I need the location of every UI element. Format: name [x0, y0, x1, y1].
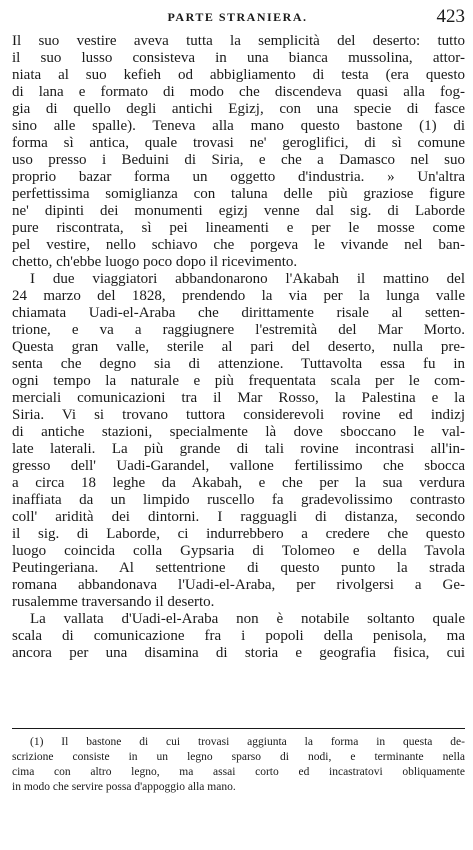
text-line: pel vestire, nello schiavo che porgeva le vivande nel ban-	[12, 237, 465, 253]
text-line: niata al suo kefieh od abbigliamento di testa (era questo	[12, 67, 465, 83]
body-text	[12, 33, 465, 662]
text-line: luogo coincida colla Gypsaria di Tolomeo e della Tavola	[12, 543, 465, 559]
text-line: pure riscontrata, sì pei lineamenti e per le mosse come	[12, 220, 465, 236]
text-line: merciali comunicazioni tra il Mar Rosso, la Palestina e la	[12, 390, 465, 406]
text-line: chetto, ch'ebbe luogo poco dopo il ricevimento.	[12, 254, 298, 270]
text-line: Questa gran valle, sterile al pari del deserto, nulla pre-	[12, 339, 465, 355]
text-line: a circa 18 leghe da Akabah, e che per la sua verdura	[12, 475, 465, 491]
text-line: Il suo vestire aveva tutta la semplicità del deserto: tutto	[12, 33, 465, 49]
text-line: inaffiata da un limpido ruscello fa gradevolissimo contrasto	[12, 492, 465, 508]
text-line: scala di comunicazione fra i popoli della penisola, ma	[12, 628, 465, 644]
text-line: coll' aridità dei dintorni. I ragguagli di distanza, secondo	[12, 509, 465, 525]
text-line: romana abbandonava l'Uadi-el-Araba, per rivolgersi a Ge-	[12, 577, 465, 593]
text-line: ogni tempo la naturale e più frequentata scala per le com-	[12, 373, 465, 389]
footnote-line: in modo che servire possa d'appoggio alla mano.	[12, 781, 236, 793]
text-line: late laterali. La più grande di tali rovine incontrasi all'in-	[12, 441, 465, 457]
text-line: gia di quello degli antichi Egizj, con una specie di fasce	[12, 101, 465, 117]
text-line: gresso dell' Uadi-Garandel, vallone fertilissimo che sbocca	[12, 458, 465, 474]
text-line: proprio bazar forma un oggetto d'industria. » Un'altra	[12, 169, 465, 185]
text-line: di antiche stazioni, specialmente là dove sboccano le val-	[12, 424, 465, 440]
footnote-line: scrizione consiste in un legno sparso di nodi, e terminante nella	[12, 751, 465, 763]
text-line: Siria. Vi si trovano tuttora considerevoli rovine ed indizj	[12, 407, 465, 423]
text-line: ne' dipinti dei monumenti egizj venne dal sig. di Laborde	[12, 203, 465, 219]
text-line: ancora per una disamina di storia e geografia fisica, cui	[12, 645, 465, 661]
text-line: di lana e formato di modo che discendeva quasi alla fog-	[12, 84, 465, 100]
text-line: perfettissima somiglianza con taluna delle più graziose figure	[12, 186, 465, 202]
text-line: La vallata d'Uadi-el-Araba non è notabile soltanto quale	[30, 611, 465, 627]
text-line: il sig. di Laborde, ci indurrebbero a credere che questo	[12, 526, 465, 542]
text-line: rusalemme traversando il deserto.	[12, 594, 215, 610]
text-line: forma sì antica, quale trovasi ne' geroglifici, di sì comune	[12, 135, 465, 151]
running-head	[10, 4, 465, 30]
text-line: chiamata Uadi-el-Araba che dirittamente risale al setten-	[12, 305, 465, 321]
text-line: trione, e va a raggiugnere l'estremità del Mar Morto.	[12, 322, 465, 338]
text-line: sino alle spalle). Teneva alla mano questo bastone (1) di	[12, 118, 465, 134]
text-line: 24 marzo del 1828, prendendo la via per la lunga valle	[12, 288, 465, 304]
text-line: il suo lusso consisteva in una bianca mussolina, attor-	[12, 50, 465, 66]
footnote-line: cima con altro legno, ma assai corto ed incastratovi obliquamente	[12, 766, 465, 778]
text-line: uso presso i Beduini di Siria, e che a Damasco nel suo	[12, 152, 465, 168]
text-line: senta che degno sia di attenzione. Tuttavolta essa fu in	[12, 356, 465, 372]
text-line: I due viaggiatori abbandonarono l'Akabah il mattino del	[30, 271, 465, 287]
footnote	[12, 735, 465, 795]
footnote-line: (1) Il bastone di cui trovasi aggiunta la forma in questa de-	[30, 736, 465, 748]
page-number: 423	[436, 6, 465, 27]
text-line: Peutingeriana. Al settentrione di questo punto la strada	[12, 560, 465, 576]
running-title: PARTE STRANIERA.	[167, 10, 308, 24]
footnote-divider	[12, 728, 465, 729]
